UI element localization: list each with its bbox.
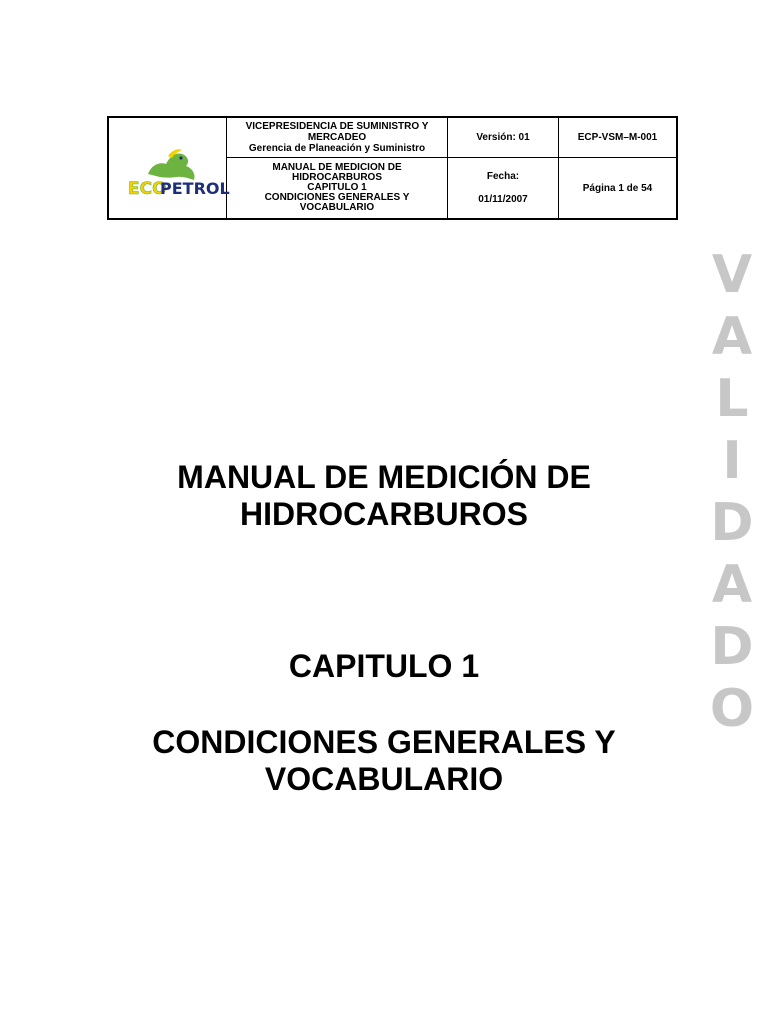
main-title-line-1: MANUAL DE MEDICIÓN DE (177, 459, 591, 495)
main-title-line-2: HIDROCARBUROS (240, 496, 528, 532)
chapter-subtitle (0, 724, 768, 798)
org-line-2: MERCADEO (307, 132, 367, 144)
date-label: Fecha: (486, 171, 520, 183)
logo-text-eco: ECO (127, 178, 167, 199)
code-cell (559, 117, 678, 158)
page-cell (559, 158, 678, 219)
org-line-3: Gerencia de Planeación y Suministro (248, 143, 426, 155)
stamp-letter: D (710, 493, 754, 553)
date-value: 01/11/2007 (478, 194, 528, 206)
document-code: ECP-VSM–M-001 (577, 132, 658, 144)
logo-text-petrol: PETROL (159, 178, 230, 198)
doc-line-5: VOCABULARIO (299, 202, 375, 214)
ecopetrol-logo (118, 132, 230, 202)
main-title (0, 459, 768, 533)
stamp-letter: A (711, 555, 753, 615)
doc-line-2: HIDROCARBUROS (292, 172, 382, 184)
stamp-letter: V (711, 245, 753, 305)
stamp-letter: L (715, 369, 749, 429)
stamp-letter: A (711, 307, 753, 367)
date-cell (448, 158, 559, 219)
stamp-letter: D (710, 617, 754, 677)
stamp-letter: O (709, 679, 755, 739)
logo-cell (108, 117, 230, 219)
validado-stamp (706, 244, 758, 740)
doc-line-3: CAPITULO 1 (307, 182, 367, 194)
subtitle-line-1: CONDICIONES GENERALES Y (152, 724, 616, 760)
stamp-letter: I (722, 431, 742, 491)
doc-line-4: CONDICIONES GENERALES Y (264, 192, 410, 204)
document-title-cell (227, 158, 448, 219)
org-line-1: VICEPRESIDENCIA DE SUMINISTRO Y (245, 121, 429, 133)
page-number: Página 1 de 54 (582, 182, 653, 194)
org-cell (227, 117, 448, 158)
version-cell (448, 117, 559, 158)
subtitle-line-2: VOCABULARIO (264, 761, 504, 797)
chapter-title: CAPITULO 1 (288, 648, 480, 684)
document-header-table (107, 116, 678, 220)
version-label: Versión: 01 (476, 132, 530, 144)
doc-line-1: MANUAL DE MEDICION DE (272, 162, 402, 174)
